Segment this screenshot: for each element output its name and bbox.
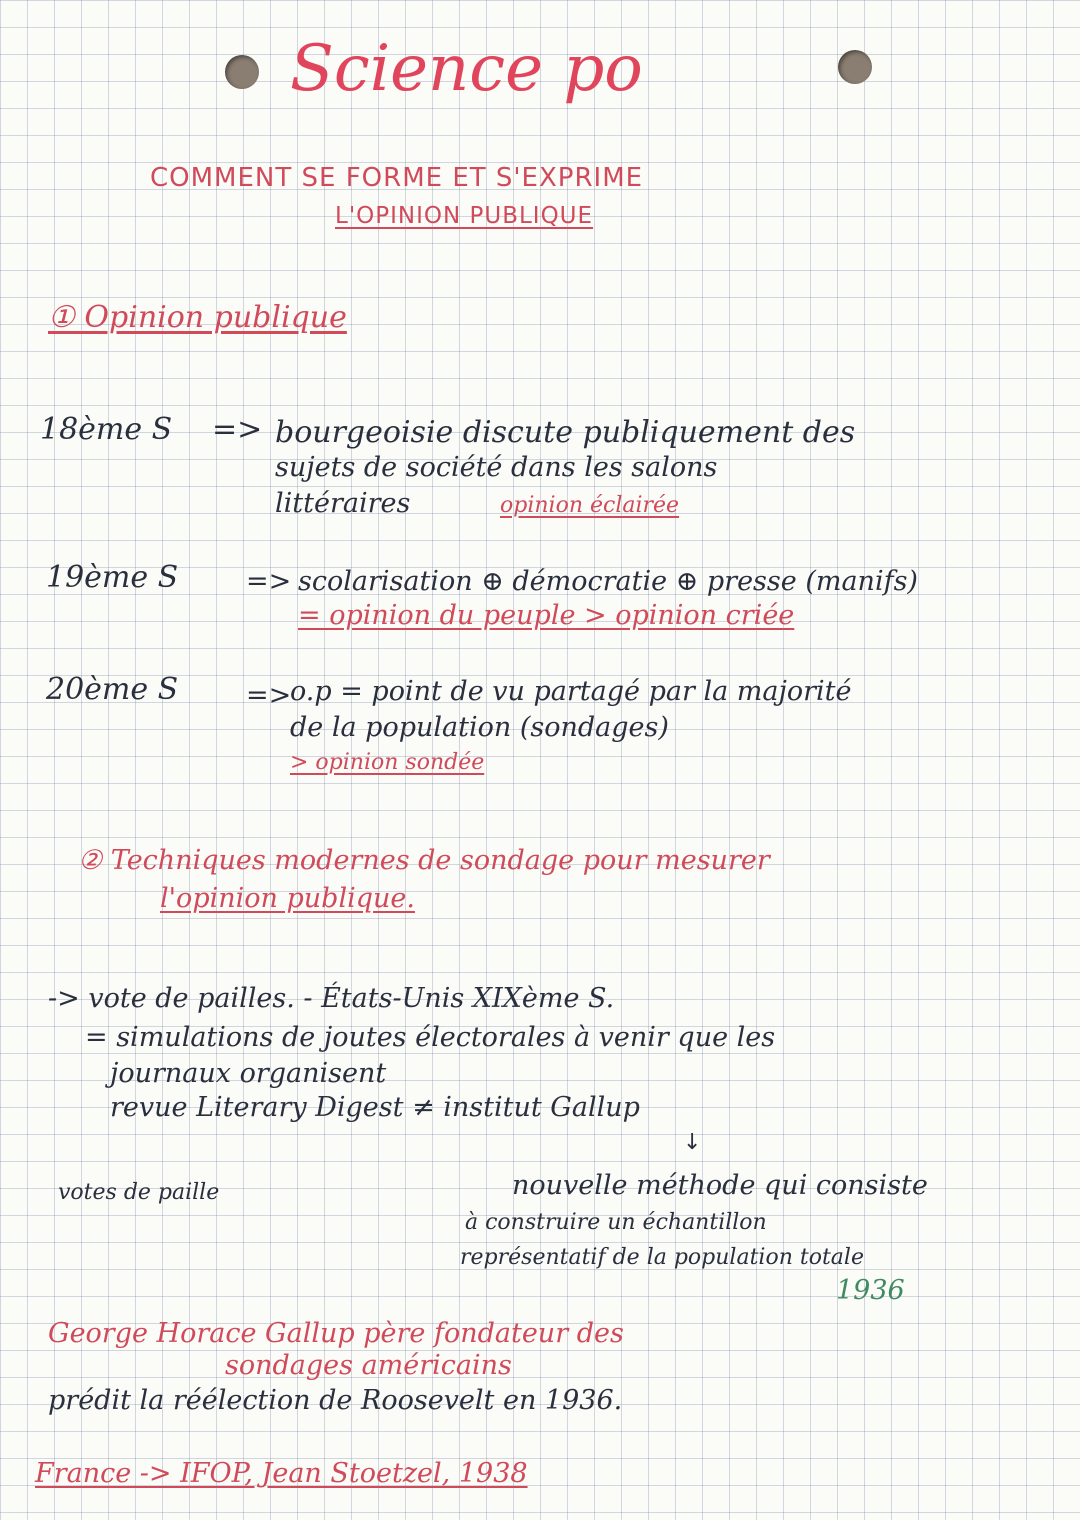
straw-votes-label: votes de paille (58, 1180, 220, 1205)
item-20-note: > opinion sondée (290, 750, 485, 775)
section-2-heading-line-1: ② Techniques modernes de sondage pour mesurer (78, 845, 770, 876)
binder-hole-right (838, 50, 872, 84)
item-20-line-1: o.p = point de vu partagé par la majorité (290, 676, 852, 707)
arrow-20: => (246, 680, 292, 711)
item-18-line-2: sujets de société dans les salons (275, 452, 718, 483)
binder-hole-left (225, 55, 259, 89)
gallup-method-line-3: représentatif de la population totale (460, 1245, 864, 1270)
item-18-line-3: littéraires (275, 488, 411, 519)
straw-vote-line-1: -> vote de pailles. - États-Unis XIXème S. (48, 983, 615, 1014)
straw-vote-line-2: = simulations de joutes électorales à venir que les (85, 1022, 776, 1053)
straw-vote-line-3: journaux organisent (110, 1058, 387, 1089)
gallup-line-2: sondages américains (225, 1350, 512, 1381)
item-18-note: opinion éclairée (500, 493, 680, 518)
gallup-line-3: prédit la réélection de Roosevelt en 1936. (48, 1385, 623, 1416)
century-19: 19ème S (46, 560, 179, 595)
arrow-down-icon: ↓ (683, 1130, 702, 1155)
item-19-note: = opinion du peuple > opinion criée (298, 600, 795, 631)
arrow-19: => (246, 566, 292, 597)
item-19-line-1: scolarisation ⊕ démocratie ⊕ presse (manifs) (298, 566, 918, 597)
gallup-line-1: George Horace Gallup père fondateur des (48, 1318, 624, 1349)
gallup-method-line-1: nouvelle méthode qui consiste (512, 1170, 928, 1201)
page-title: Science po (290, 32, 643, 106)
france-line: France -> IFOP, Jean Stoetzel, 1938 (35, 1458, 528, 1489)
century-18: 18ème S (40, 412, 173, 447)
arrow-18: => (212, 412, 263, 447)
section-2-heading-line-2: l'opinion publique. (160, 883, 415, 914)
item-20-line-2: de la population (sondages) (290, 712, 669, 743)
subtitle-line-1: COMMENT SE FORME ET S'EXPRIME (150, 163, 644, 193)
century-20: 20ème S (46, 672, 179, 707)
item-18-line-1: bourgeoisie discute publiquement des (275, 415, 856, 450)
year-1936: 1936 (836, 1275, 905, 1306)
subtitle-line-2: L'OPINION PUBLIQUE (335, 203, 594, 229)
gallup-method-line-2: à construire un échantillon (465, 1210, 767, 1235)
section-1-heading: ① Opinion publique (48, 300, 347, 335)
straw-vote-line-4: revue Literary Digest ≠ institut Gallup (110, 1092, 640, 1123)
